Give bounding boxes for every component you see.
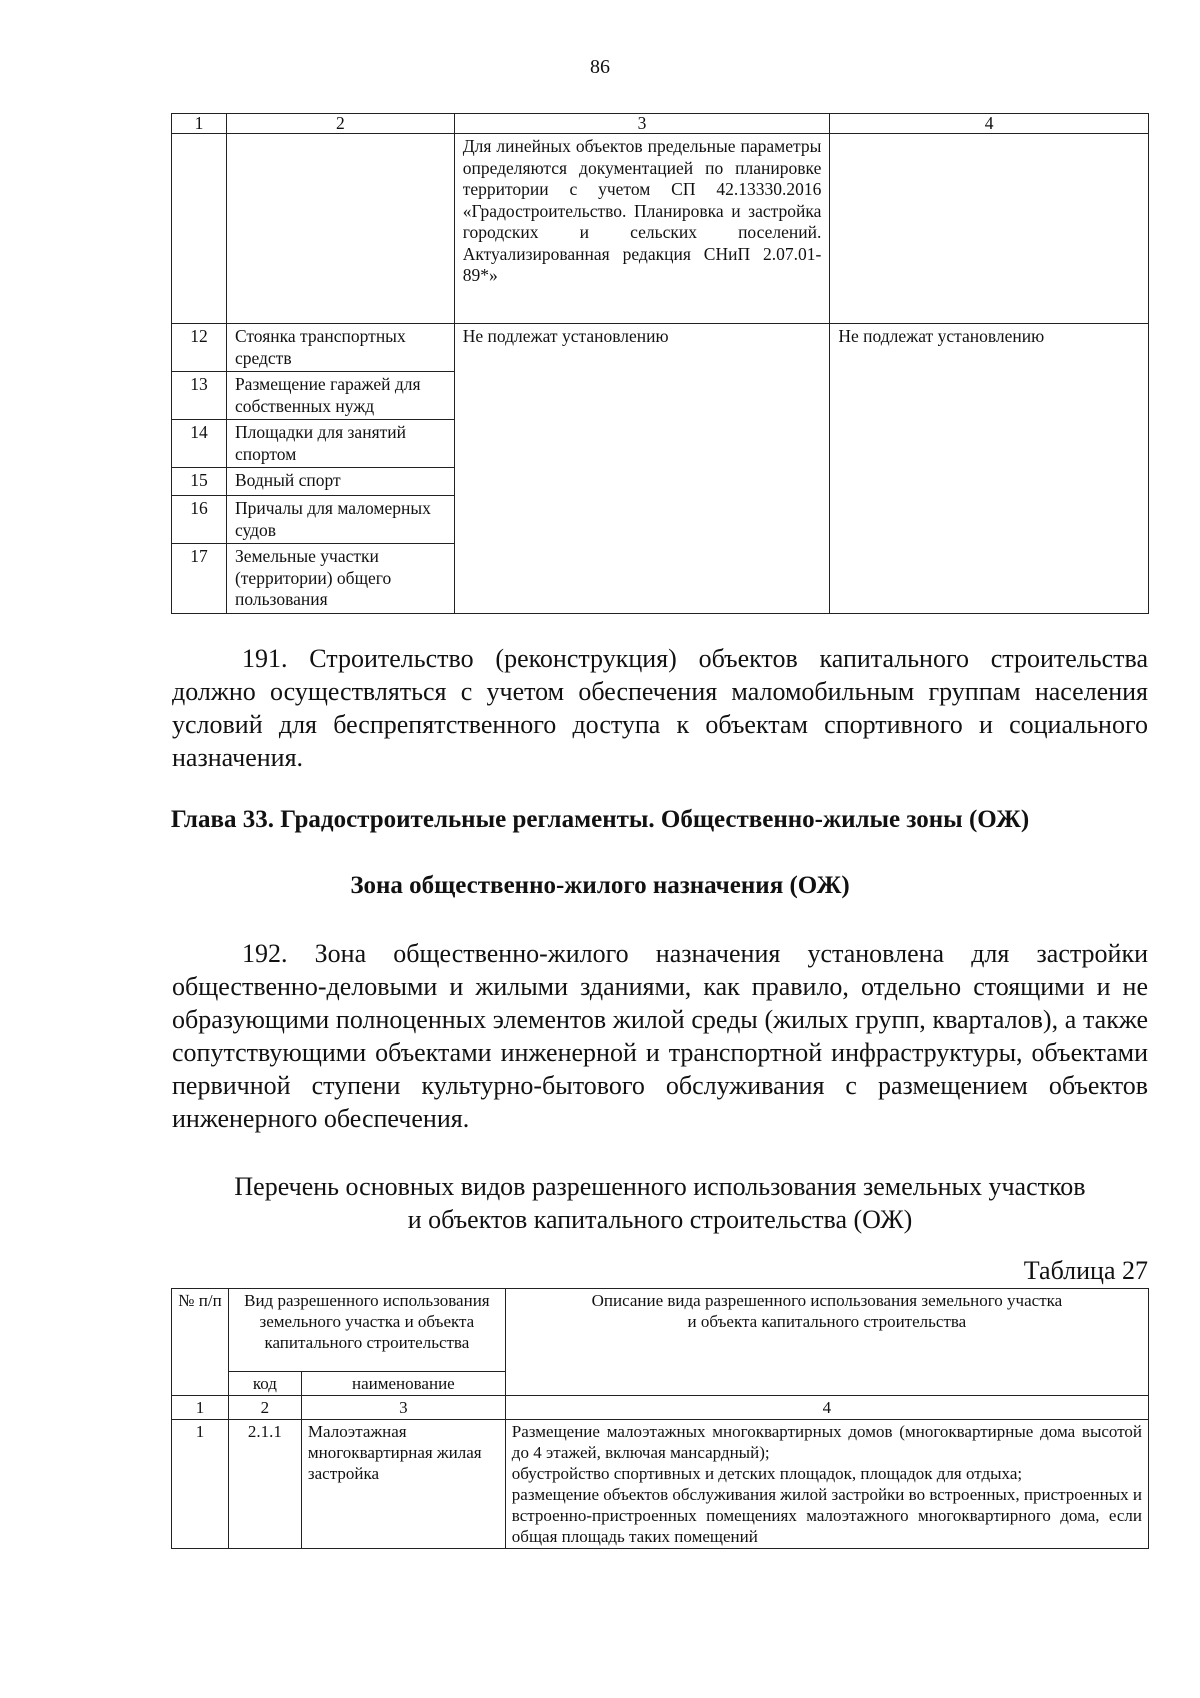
header-cell: 4	[830, 114, 1149, 134]
header-cell: 1	[172, 114, 227, 134]
column-number: 1	[172, 1396, 229, 1420]
merged-restrictions-cell: Не подлежат установлению	[830, 324, 1149, 614]
merged-parameters-cell: Не подлежат установлению	[454, 324, 830, 614]
table-cell	[172, 134, 227, 324]
description-line: Размещение малоэтажных многоквартирных домов (многоквартирные дома высотой до 4 этажей, включая мансардный);	[511, 1422, 1142, 1462]
use-type-name: Стоянка транспортных средств	[226, 324, 454, 372]
description-line: размещение объектов обслуживания жилой застройки во встроенных, пристроенных и встроенно-пристроенных помещениях малоэтажного многоквартирного дома, если общая площадь таких помещений	[511, 1485, 1142, 1546]
column-number: 3	[301, 1396, 505, 1420]
table-row	[172, 1420, 1149, 1549]
page-number: 86	[590, 56, 610, 78]
column-number-row	[172, 1396, 1149, 1420]
description-line: обустройство спортивных и детских площадок, площадок для отдыха;	[511, 1464, 1023, 1483]
paragraph-text: Зона общественно-жилого назначения установлена для застройки общественно-деловыми и жилыми зданиями, как правило, отдельно стоящими и не образующими полноценных элементов жилой среды (жилых групп, кварталов), а также сопутствующими объектами инженерной и транспортной инфраструктуры, объектами первичной ступени культурно-бытового обслуживания с размещением объектов инженерного обеспечения.	[172, 939, 1149, 1133]
header-description	[505, 1289, 1148, 1396]
column-number: 4	[505, 1396, 1148, 1420]
header-name: наименование	[301, 1372, 505, 1396]
header-use-kind: Вид разрешенного использования земельного участка и объекта капитального строительства	[228, 1289, 505, 1372]
header-description-line: Описание вида разрешенного использования земельного участка	[591, 1291, 1063, 1310]
use-type-name: Водный спорт	[226, 468, 454, 496]
table-cell	[830, 134, 1149, 324]
header-cell: 2	[226, 114, 454, 134]
row-number: 15	[172, 468, 227, 496]
row-number: 13	[172, 372, 227, 420]
paragraph-text: Строительство (реконструкция) объектов капитального строительства должно осуществляться с учетом обеспечения маломобильным группам населения условий для беспрепятственного доступа к объектам спортивного и социального назначения.	[172, 644, 1149, 772]
row-number: 1	[172, 1420, 229, 1549]
table-header-row	[172, 114, 1149, 134]
column-number: 2	[228, 1396, 301, 1420]
use-description	[505, 1420, 1148, 1549]
table-cell	[226, 134, 454, 324]
table-label: Таблица 27	[1023, 1256, 1148, 1285]
header-cell: 3	[454, 114, 830, 134]
paragraph-number: 192.	[242, 939, 288, 968]
use-type-name: Площадки для занятий спортом	[226, 420, 454, 468]
table-row	[172, 134, 1149, 324]
zone-heading: Зона общественно-жилого назначения (ОЖ)	[350, 872, 850, 899]
paragraph-192	[172, 937, 1148, 1135]
paragraph-191	[172, 642, 1148, 774]
regulations-table-continued	[171, 113, 1149, 614]
row-number: 14	[172, 420, 227, 468]
use-name: Малоэтажная многоквартирная жилая застройка	[301, 1420, 505, 1549]
use-type-name: Земельные участки (территории) общего пользования	[226, 544, 454, 614]
row-number: 17	[172, 544, 227, 614]
use-type-name: Причалы для маломерных судов	[226, 496, 454, 544]
table-header-row	[172, 1289, 1149, 1372]
row-number: 16	[172, 496, 227, 544]
header-description-line: и объекта капитального строительства	[687, 1312, 967, 1331]
list-title	[172, 1170, 1148, 1236]
use-code: 2.1.1	[228, 1420, 301, 1549]
use-type-name: Размещение гаражей для собственных нужд	[226, 372, 454, 420]
list-title-line: Перечень основных видов разрешенного использования земельных участков	[234, 1172, 1086, 1201]
header-num: № п/п	[172, 1289, 229, 1396]
permitted-uses-table	[171, 1288, 1149, 1549]
chapter-heading: Глава 33. Градостроительные регламенты. Общественно-жилые зоны (ОЖ)	[170, 806, 1030, 833]
row-number: 12	[172, 324, 227, 372]
header-code: код	[228, 1372, 301, 1396]
linear-objects-note: Для линейных объектов предельные параметры определяются документацией по планировке территории с учетом СП 42.13330.2016 «Градостроительство. Планировка и застройка городских и сельских поселений. Актуализированная редакция СНиП 2.07.01-89*»	[454, 134, 830, 324]
table-row	[172, 324, 1149, 372]
paragraph-number: 191.	[242, 644, 288, 673]
list-title-line: и объектов капитального строительства (ОЖ)	[407, 1205, 913, 1234]
